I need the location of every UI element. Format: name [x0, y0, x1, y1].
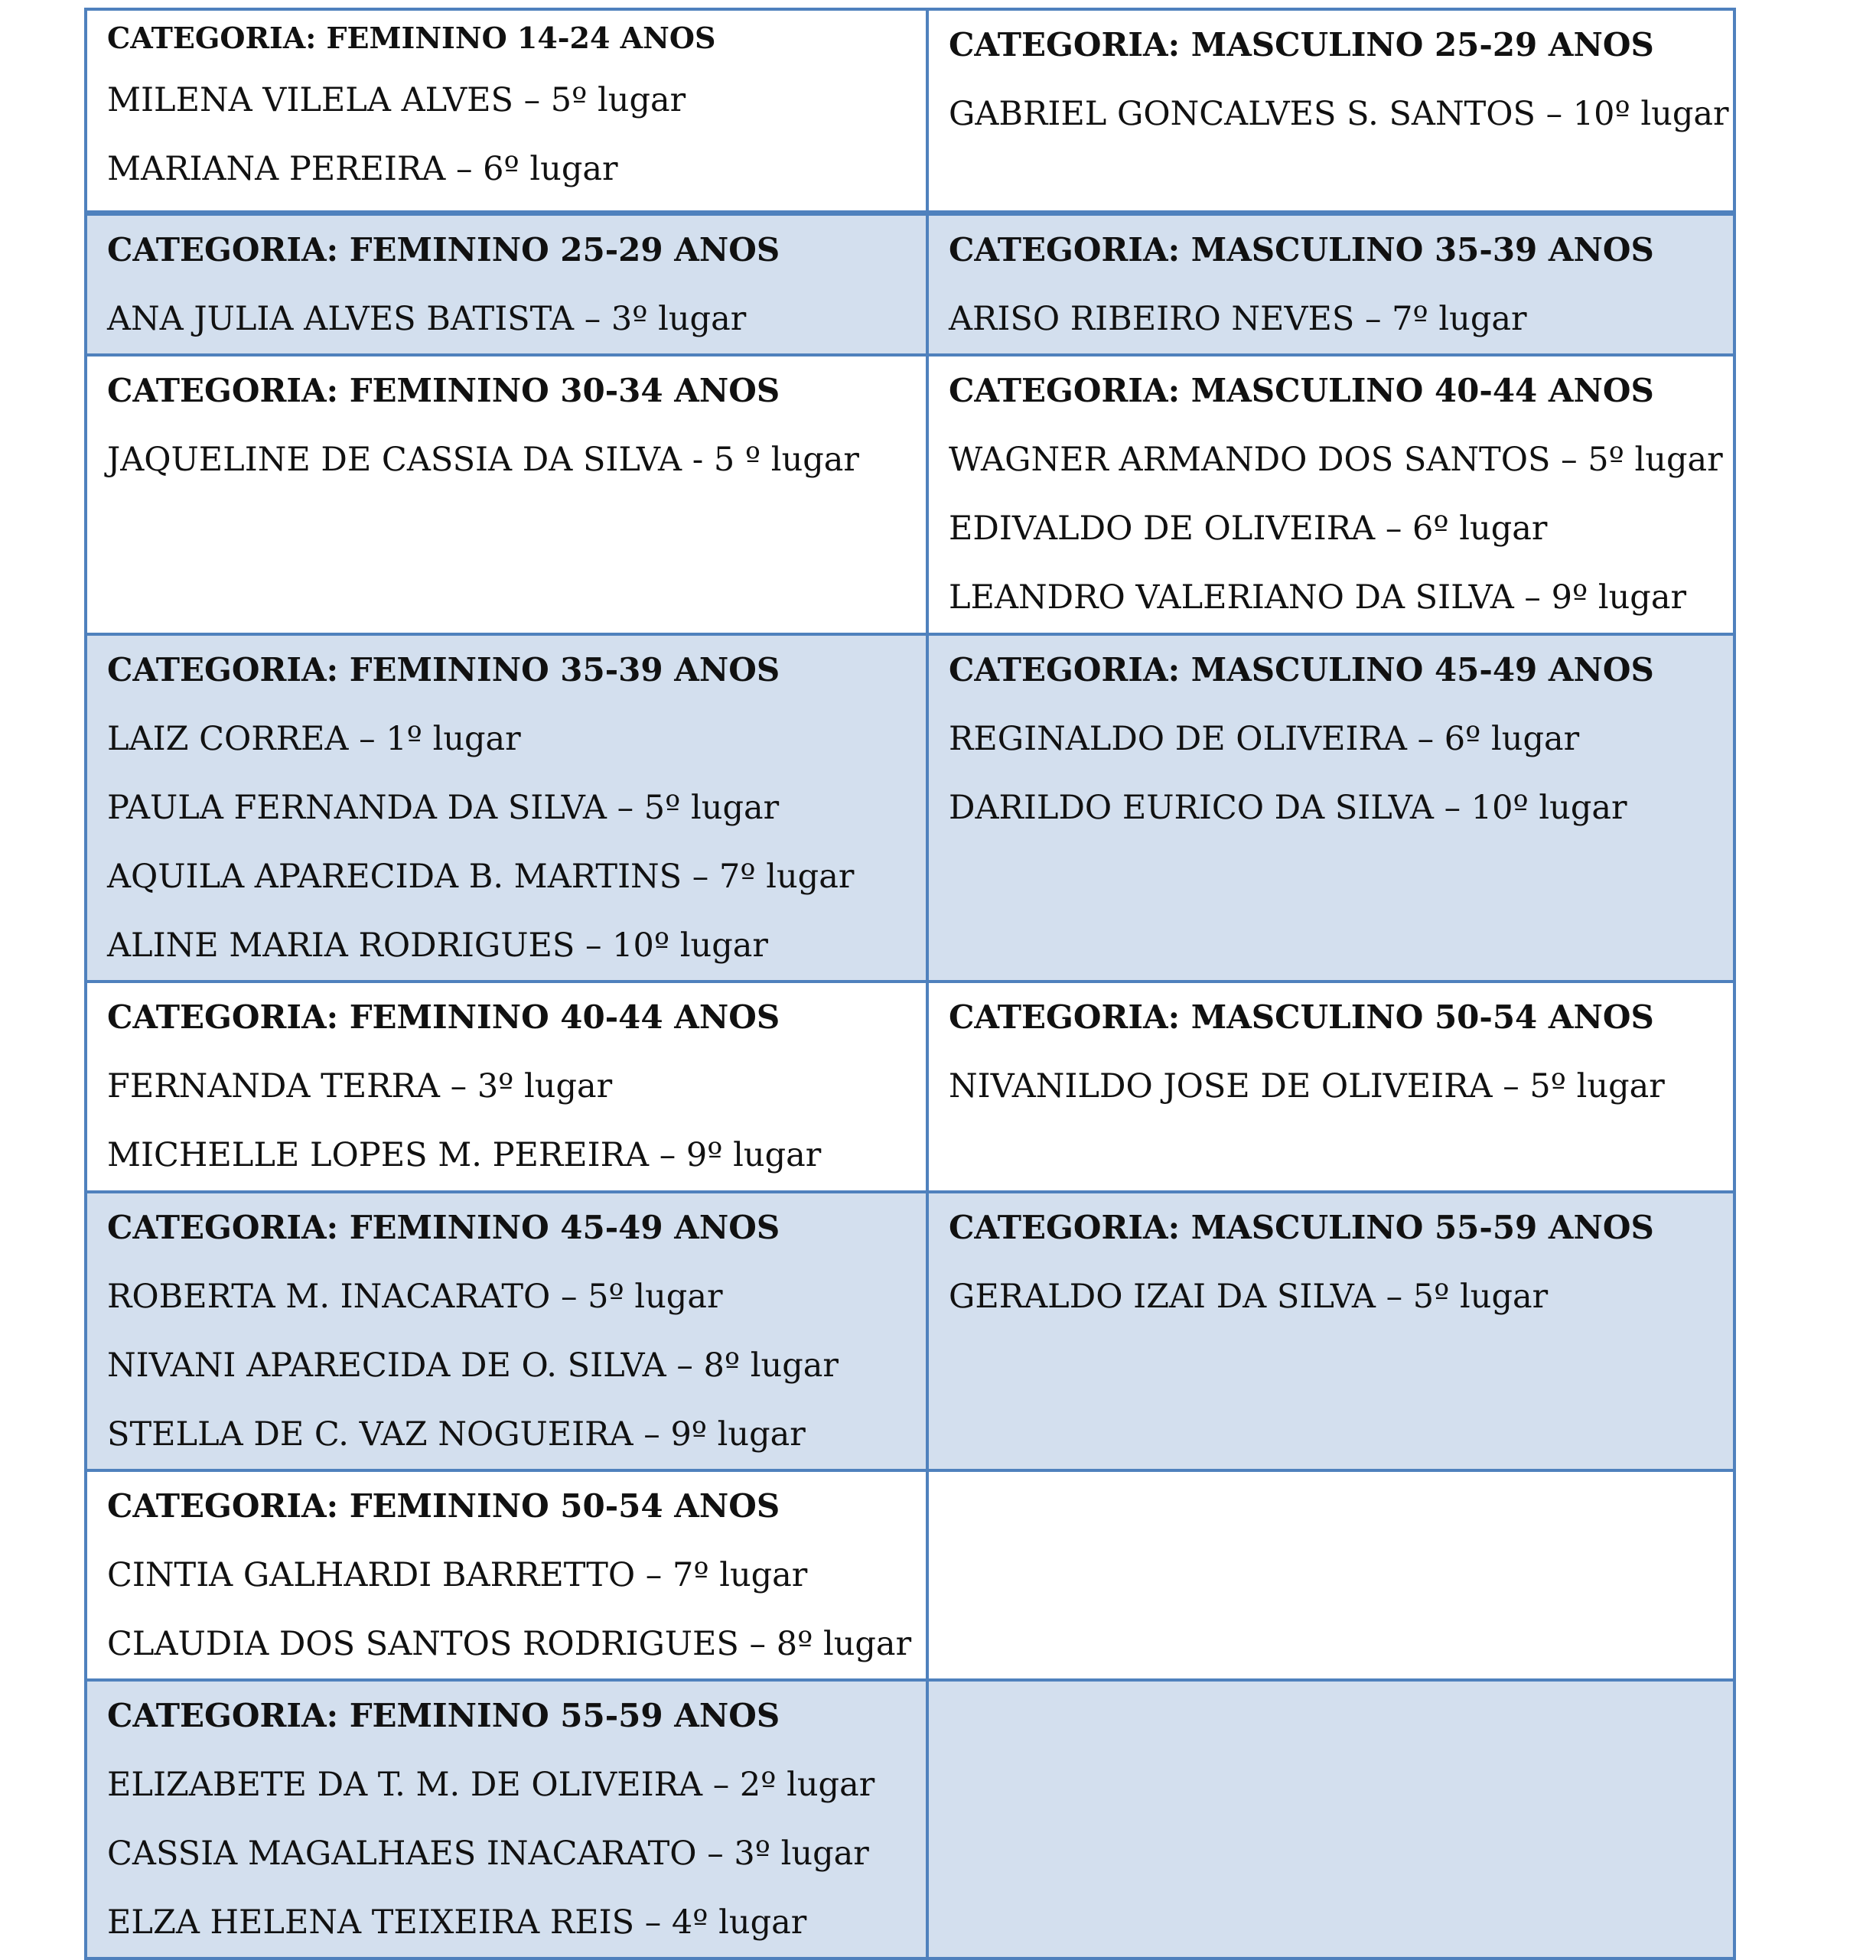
female-category-cell — [86, 982, 927, 1192]
female-category-cell — [86, 9, 927, 213]
results-table — [84, 8, 1736, 1960]
athlete-entry: NIVANI APARECIDA DE O. SILVA – 8º lugar — [107, 1346, 839, 1385]
athlete-entry: CLAUDIA DOS SANTOS RODRIGUES – 8º lugar — [107, 1624, 912, 1663]
category-row — [86, 9, 1734, 213]
category-title: CATEGORIA: MASCULINO 25-29 ANOS — [949, 26, 1654, 63]
male-category-cell — [927, 1470, 1734, 1680]
female-category-cell — [86, 1680, 927, 1958]
female-category-cell — [86, 355, 927, 634]
female-category-cell — [86, 1470, 927, 1680]
female-category-cell — [86, 213, 927, 355]
category-title: CATEGORIA: FEMININO 40-44 ANOS — [107, 998, 780, 1036]
category-title: CATEGORIA: MASCULINO 40-44 ANOS — [949, 371, 1654, 409]
category-row — [86, 1192, 1734, 1470]
male-category-cell — [927, 1680, 1734, 1958]
category-title: CATEGORIA: FEMININO 30-34 ANOS — [107, 371, 780, 409]
category-title: CATEGORIA: FEMININO 14-24 ANOS — [107, 21, 716, 55]
athlete-entry: GERALDO IZAI DA SILVA – 5º lugar — [949, 1277, 1549, 1316]
athlete-entry: MILENA VILELA ALVES – 5º lugar — [107, 81, 686, 119]
male-category-cell — [927, 1192, 1734, 1470]
category-title: CATEGORIA: FEMININO 50-54 ANOS — [107, 1486, 780, 1525]
athlete-entry: REGINALDO DE OLIVEIRA – 6º lugar — [949, 719, 1580, 758]
athlete-entry: ALINE MARIA RODRIGUES – 10º lugar — [107, 926, 768, 965]
athlete-entry: EDIVALDO DE OLIVEIRA – 6º lugar — [949, 509, 1548, 548]
male-category-cell — [927, 355, 1734, 634]
athlete-entry: NIVANILDO JOSE DE OLIVEIRA – 5º lugar — [949, 1066, 1665, 1105]
athlete-entry: ARISO RIBEIRO NEVES – 7º lugar — [949, 299, 1527, 338]
category-row — [86, 1470, 1734, 1680]
results-table-body — [86, 9, 1734, 1958]
category-title: CATEGORIA: MASCULINO 50-54 ANOS — [949, 998, 1654, 1036]
male-category-cell — [927, 982, 1734, 1192]
category-row — [86, 1680, 1734, 1958]
category-row — [86, 213, 1734, 355]
athlete-entry: LEANDRO VALERIANO DA SILVA – 9º lugar — [949, 578, 1687, 617]
category-title: CATEGORIA: FEMININO 35-39 ANOS — [107, 650, 780, 689]
category-title: CATEGORIA: MASCULINO 55-59 ANOS — [949, 1208, 1654, 1246]
category-row — [86, 982, 1734, 1192]
athlete-entry: MARIANA PEREIRA – 6º lugar — [107, 150, 618, 188]
category-title: CATEGORIA: FEMININO 55-59 ANOS — [107, 1696, 780, 1734]
athlete-entry: CINTIA GALHARDI BARRETTO – 7º lugar — [107, 1555, 808, 1594]
category-title: CATEGORIA: MASCULINO 35-39 ANOS — [949, 230, 1654, 269]
category-row — [86, 355, 1734, 634]
male-category-cell — [927, 9, 1734, 213]
athlete-entry: ANA JULIA ALVES BATISTA – 3º lugar — [107, 299, 747, 338]
athlete-entry: LAIZ CORREA – 1º lugar — [107, 719, 521, 758]
athlete-entry: PAULA FERNANDA DA SILVA – 5º lugar — [107, 788, 780, 827]
male-category-cell — [927, 634, 1734, 982]
category-row — [86, 634, 1734, 982]
athlete-entry: STELLA DE C. VAZ NOGUEIRA – 9º lugar — [107, 1415, 806, 1454]
category-title: CATEGORIA: FEMININO 45-49 ANOS — [107, 1208, 780, 1246]
male-category-cell — [927, 213, 1734, 355]
athlete-entry: MICHELLE LOPES M. PEREIRA – 9º lugar — [107, 1135, 822, 1174]
athlete-entry: DARILDO EURICO DA SILVA – 10º lugar — [949, 788, 1627, 827]
athlete-entry: ELZA HELENA TEIXEIRA REIS – 4º lugar — [107, 1903, 807, 1942]
category-title: CATEGORIA: MASCULINO 45-49 ANOS — [949, 650, 1654, 689]
female-category-cell — [86, 1192, 927, 1470]
female-category-cell — [86, 634, 927, 982]
category-title: CATEGORIA: FEMININO 25-29 ANOS — [107, 230, 780, 269]
athlete-entry: CASSIA MAGALHAES INACARATO – 3º lugar — [107, 1834, 869, 1873]
athlete-entry: ELIZABETE DA T. M. DE OLIVEIRA – 2º lugar — [107, 1765, 875, 1804]
athlete-entry: ROBERTA M. INACARATO – 5º lugar — [107, 1277, 723, 1316]
athlete-entry: JAQUELINE DE CASSIA DA SILVA - 5 º lugar — [107, 440, 859, 479]
athlete-entry: WAGNER ARMANDO DOS SANTOS – 5º lugar — [949, 440, 1723, 479]
athlete-entry: FERNANDA TERRA – 3º lugar — [107, 1066, 613, 1105]
athlete-entry: AQUILA APARECIDA B. MARTINS – 7º lugar — [107, 857, 855, 896]
athlete-entry: GABRIEL GONCALVES S. SANTOS – 10º lugar — [949, 95, 1729, 133]
